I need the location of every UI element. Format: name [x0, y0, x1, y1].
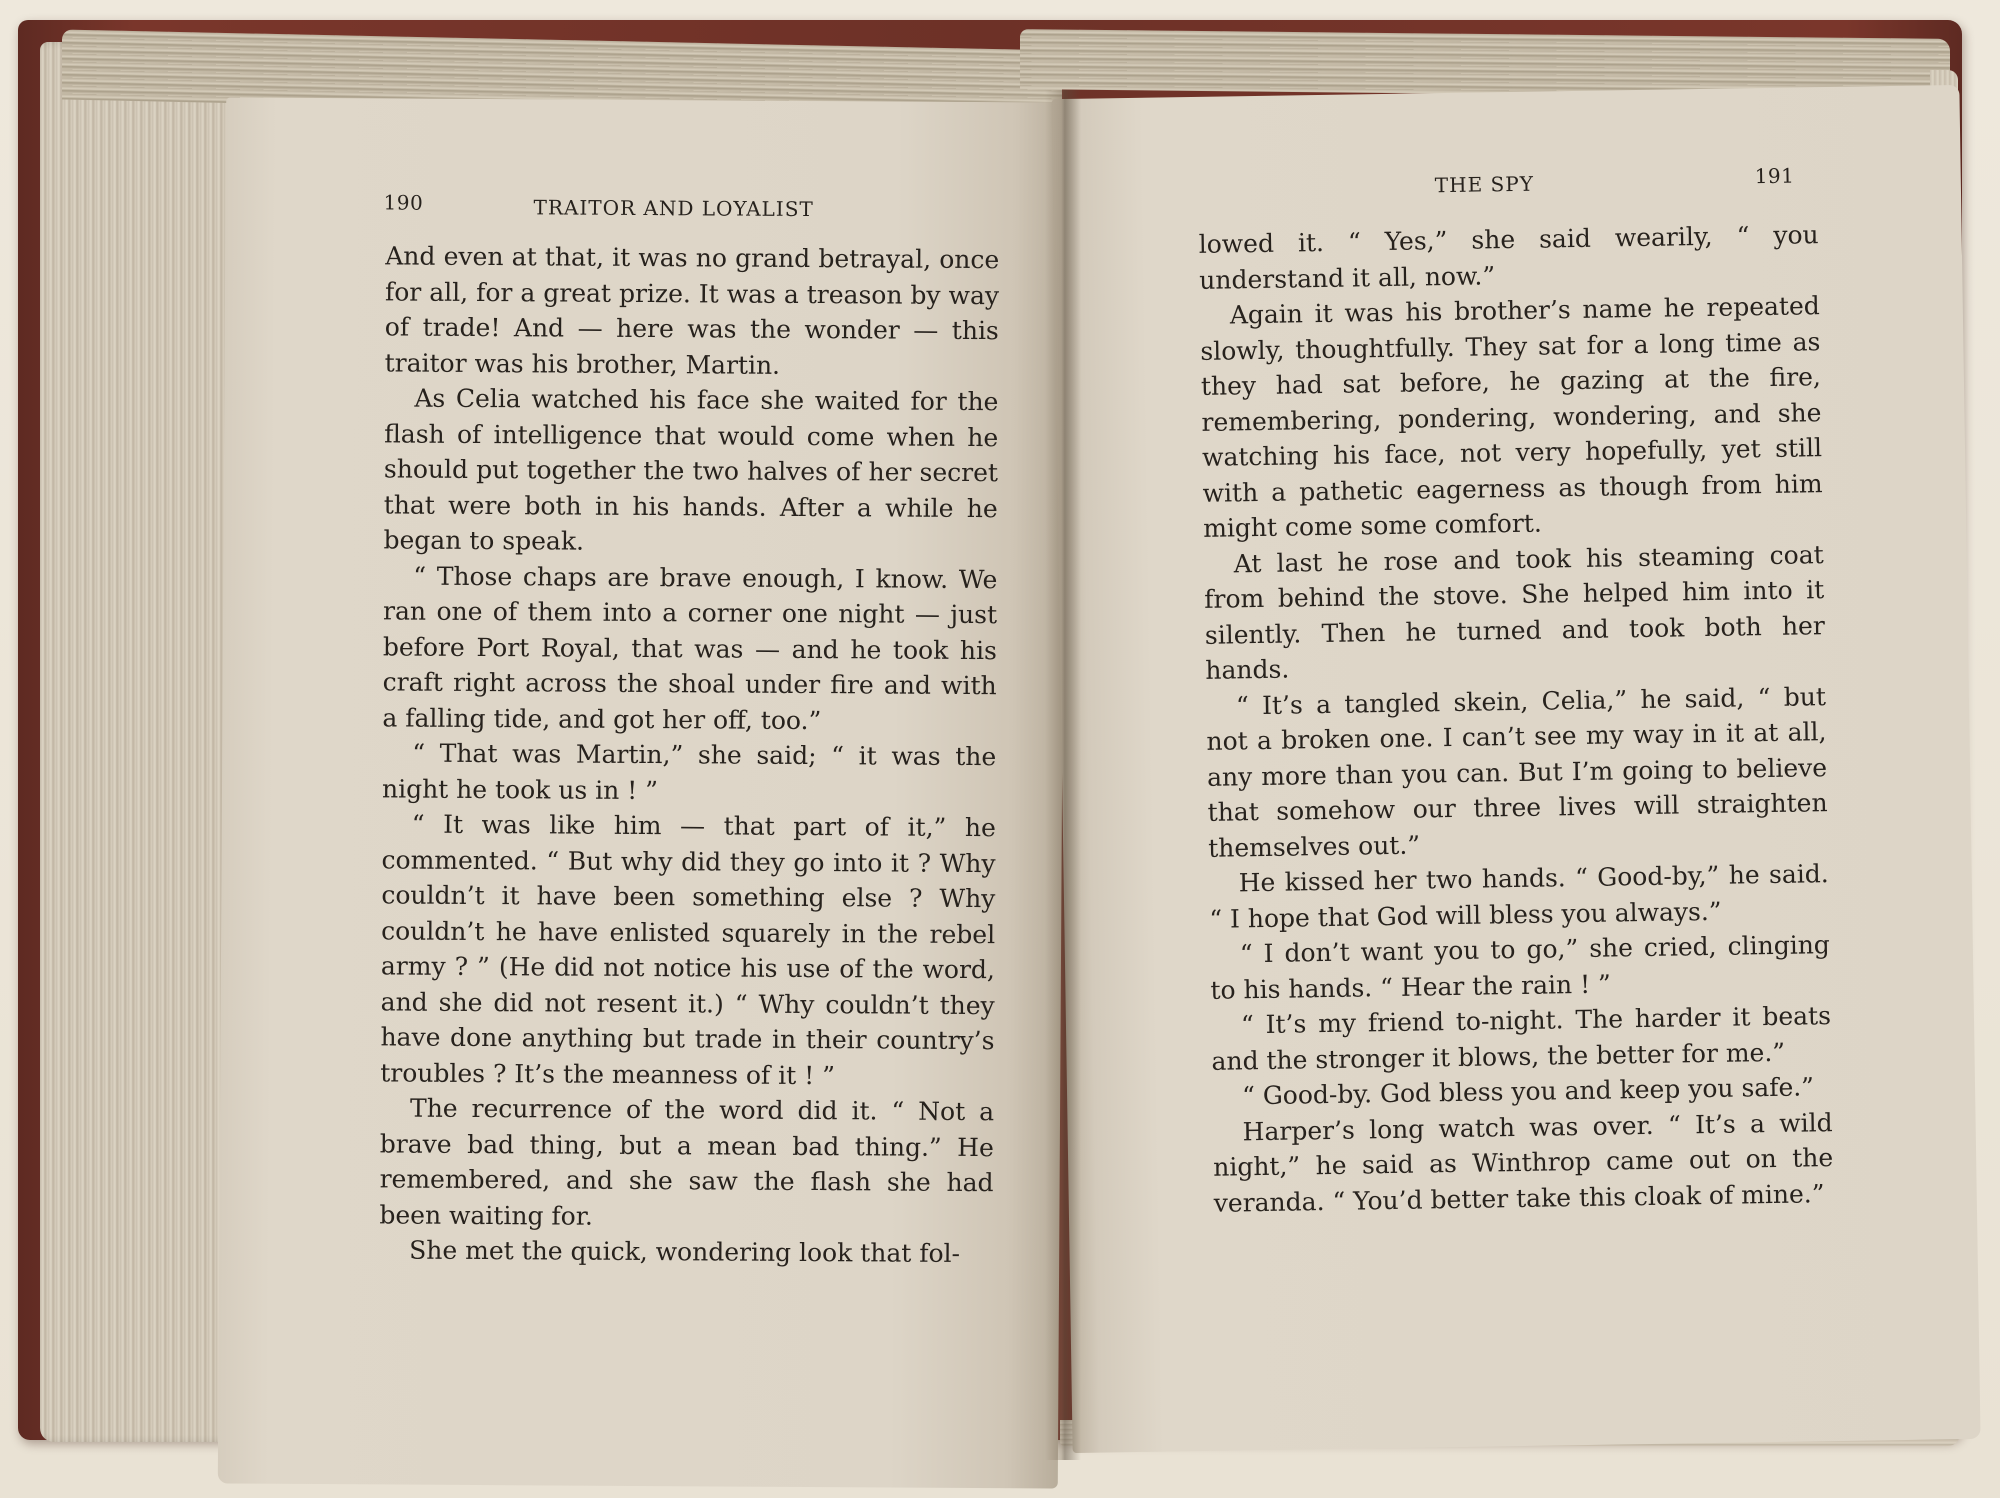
page-body	[1198, 217, 1834, 1221]
paragraph: Again it was his brother’s name he repeated slowly, thoughtfully. They sat for a long time as they had sat before, he gazing at the fire, remembering, pondering, wondering, and she watching his face, not very hopefully, yet still with a pathetic eagerness as though from him might come some comfort.	[1200, 291, 1823, 543]
paragraph: “ Good-by. God bless you and keep you safe.”	[1241, 1072, 1815, 1111]
paragraph: “ It’s my friend to-night. The harder it beats and the stronger it blows, the better for me.”	[1211, 1001, 1832, 1076]
paragraph: Harper’s long watch was over. “ It’s a wild night,” he said as Winthrop came out on the veranda. “ You’d better take this cloak of mine.”	[1212, 1107, 1834, 1218]
paragraph: “ It was like him — that part of it,” he commented. “ But why did they go into it ? Why couldn’t it have been something else ? Why couldn’t he have enlisted squarely in the rebel army ? ” (He did not notice his use of the word, and she did not resent it.) “ Why couldn’t they have done anything but trade in their country’s troubles ? It’s the meanness of it ! ”	[380, 809, 996, 1090]
running-head: TRAITOR AND LOYALIST	[533, 195, 814, 222]
page-number: 190	[383, 190, 424, 215]
page-body	[379, 238, 999, 1271]
paragraph: As Celia watched his face she waited for the flash of intelligence that would come when he should put together the two halves of her secret that were both in his hands. After a while he began to speak.	[383, 383, 999, 556]
paragraph: The recurrence of the word did it. “ Not a brave bad thing, but a mean bad thing.” He remembered, and she saw the flash she had been waiting for.	[379, 1093, 995, 1231]
page-edges-left	[40, 42, 240, 1442]
right-page	[1051, 85, 1980, 1453]
paragraph: At last he rose and took his steaming coat from behind the stove. She helped him into it silently. Then he turned and took both her hands.	[1204, 539, 1826, 685]
paragraph: She met the quick, wondering look that fol-	[409, 1235, 961, 1268]
paragraph: “ It’s a tangled skein, Celia,” he said, “ but not a broken one. I can’t see my way in it at all, any more than you can. But I’m going to believe that somehow our three lives will straighten themselves out.”	[1206, 681, 1828, 863]
paragraph: “ I don’t want you to go,” she cried, clinging to his hands. “ Hear the rain ! ”	[1210, 930, 1831, 1005]
paragraph: lowed it. “ Yes,” she said wearily, “ you understand it all, now.”	[1198, 220, 1819, 295]
paragraph: He kissed her two hands. “ Good-by,” he said. “ I hope that God will bless you always.”	[1209, 859, 1829, 934]
paragraph: “ That was Martin,” she said; “ it was the night he took us in ! ”	[381, 738, 997, 805]
paragraph: “ Those chaps are brave enough, I know. We ran one of them into a corner one night — just before Port Royal, that was — and he took his craft right across the shoal under fire and with a falling tide, and got her off, too.”	[382, 561, 998, 735]
paragraph: And even at that, it was no grand betrayal, once for all, for a great prize. It was a treason by way of trade! And — here was the wonder — this traitor was his brother, Martin.	[384, 241, 1000, 380]
left-page	[218, 97, 1066, 1488]
running-head: THE SPY	[1434, 171, 1535, 198]
page-number: 191	[1754, 163, 1795, 189]
